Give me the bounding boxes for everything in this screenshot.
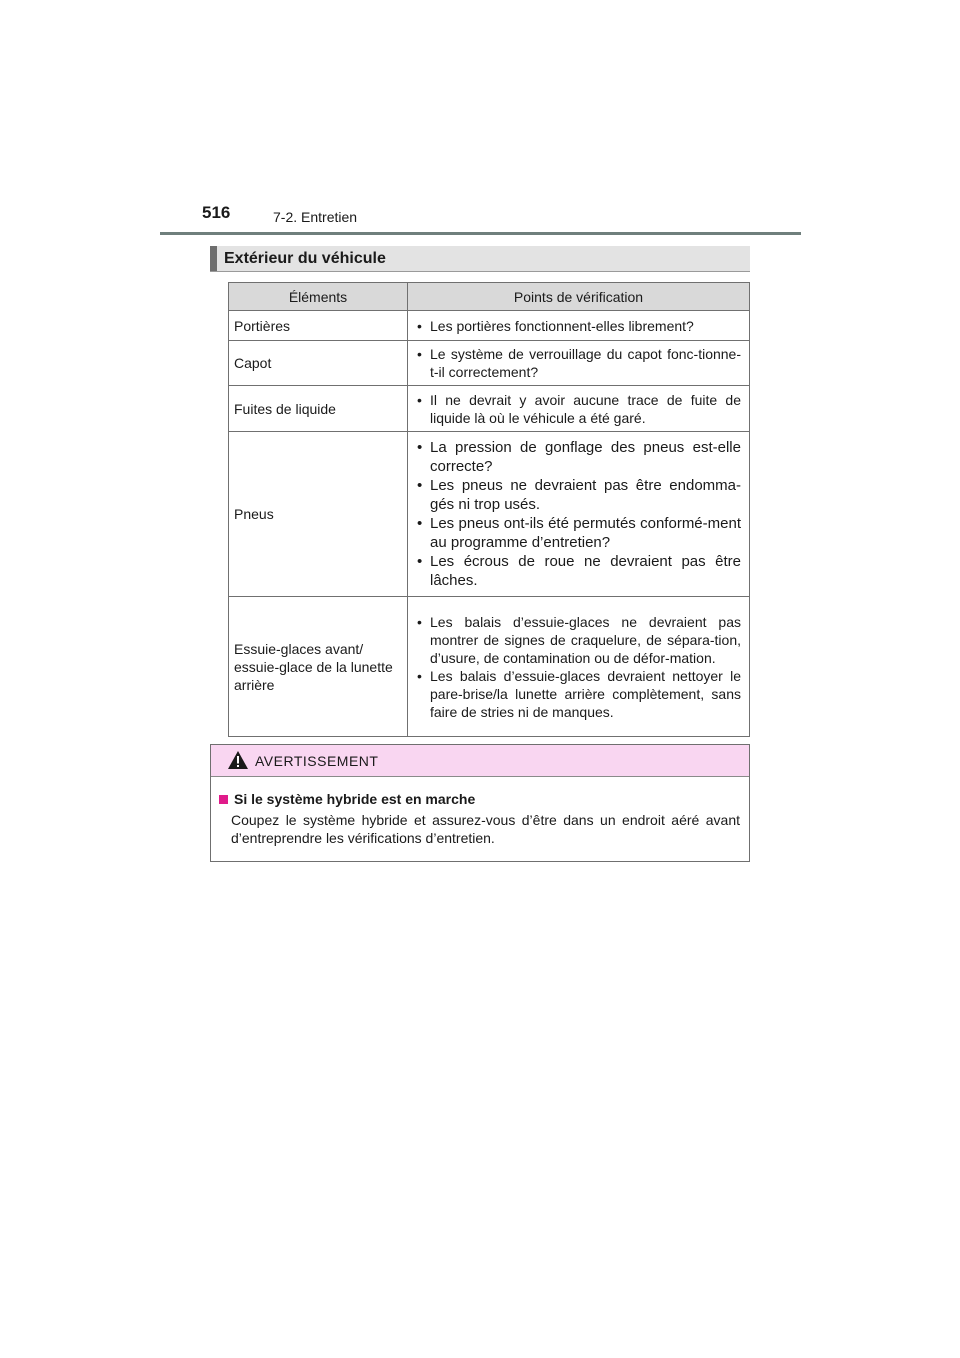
point-item: • Les pneus ne devraient pas être endomma-gés ni trop usés. bbox=[416, 476, 741, 514]
point-item: • Les balais d’essuie-glaces devraient nettoyer le pare-brise/la lunette arrière complètement, sans faire de stries ni de manques. bbox=[416, 667, 741, 721]
row-points bbox=[408, 341, 750, 386]
row-item: Fuites de liquide bbox=[229, 386, 408, 432]
section-title: Extérieur du véhicule bbox=[224, 250, 386, 267]
square-bullet-icon bbox=[219, 795, 228, 804]
warning-heading bbox=[219, 790, 740, 808]
row-item: Essuie-glaces avant/ essuie-glace de la lunette arrière bbox=[229, 597, 408, 737]
table-header-row bbox=[229, 283, 750, 311]
row-points bbox=[408, 386, 750, 432]
point-item: • Les portières fonctionnent-elles librement? bbox=[416, 317, 741, 335]
section-reference: 7-2. Entretien bbox=[273, 209, 358, 225]
warning-box bbox=[210, 744, 750, 862]
point-item: • Les écrous de roue ne devraient pas être lâches. bbox=[416, 552, 741, 590]
warning-header bbox=[211, 745, 749, 777]
warning-text: Coupez le système hybride et assurez-vous d’être dans un endroit aéré avant d’entreprendre les vérifications d’entretien. bbox=[231, 812, 740, 846]
table-row bbox=[229, 311, 750, 341]
column-header-items: Éléments bbox=[229, 283, 408, 311]
points-list bbox=[416, 317, 741, 335]
checks-table bbox=[228, 282, 750, 737]
row-item: Portières bbox=[229, 311, 408, 341]
page-number: 516 bbox=[202, 203, 231, 222]
point-item: • Les pneus ont-ils été permutés conformé-ment au programme d’entretien? bbox=[416, 514, 741, 552]
points-list bbox=[416, 391, 741, 427]
row-item: Pneus bbox=[229, 432, 408, 597]
point-item: • La pression de gonflage des pneus est-elle correcte? bbox=[416, 438, 741, 476]
section-title-bar bbox=[210, 246, 217, 271]
table-row bbox=[229, 341, 750, 386]
points-list bbox=[416, 438, 741, 590]
warning-body bbox=[211, 777, 749, 847]
row-points bbox=[408, 597, 750, 737]
header-rule bbox=[160, 232, 801, 235]
points-list bbox=[416, 613, 741, 721]
table-row bbox=[229, 597, 750, 737]
table-row bbox=[229, 386, 750, 432]
table-row bbox=[229, 432, 750, 597]
section-title-box bbox=[210, 246, 750, 272]
points-list bbox=[416, 345, 741, 381]
warning-label: AVERTISSEMENT bbox=[255, 753, 379, 769]
warning-heading-text: Si le système hybride est en marche bbox=[234, 791, 476, 807]
row-item: Capot bbox=[229, 341, 408, 386]
point-item: • Il ne devrait y avoir aucune trace de fuite de liquide là où le véhicule a été garé. bbox=[416, 391, 741, 427]
point-item: • Le système de verrouillage du capot fonc-tionne-t-il correctement? bbox=[416, 345, 741, 381]
point-item: • Les balais d’essuie-glaces ne devraient pas montrer de signes de craquelure, de sépara-tion, d’usure, de contamination ou de défor-mation. bbox=[416, 613, 741, 667]
row-points bbox=[408, 432, 750, 597]
row-points bbox=[408, 311, 750, 341]
column-header-points: Points de vérification bbox=[408, 283, 750, 311]
warning-triangle-icon bbox=[227, 750, 249, 770]
